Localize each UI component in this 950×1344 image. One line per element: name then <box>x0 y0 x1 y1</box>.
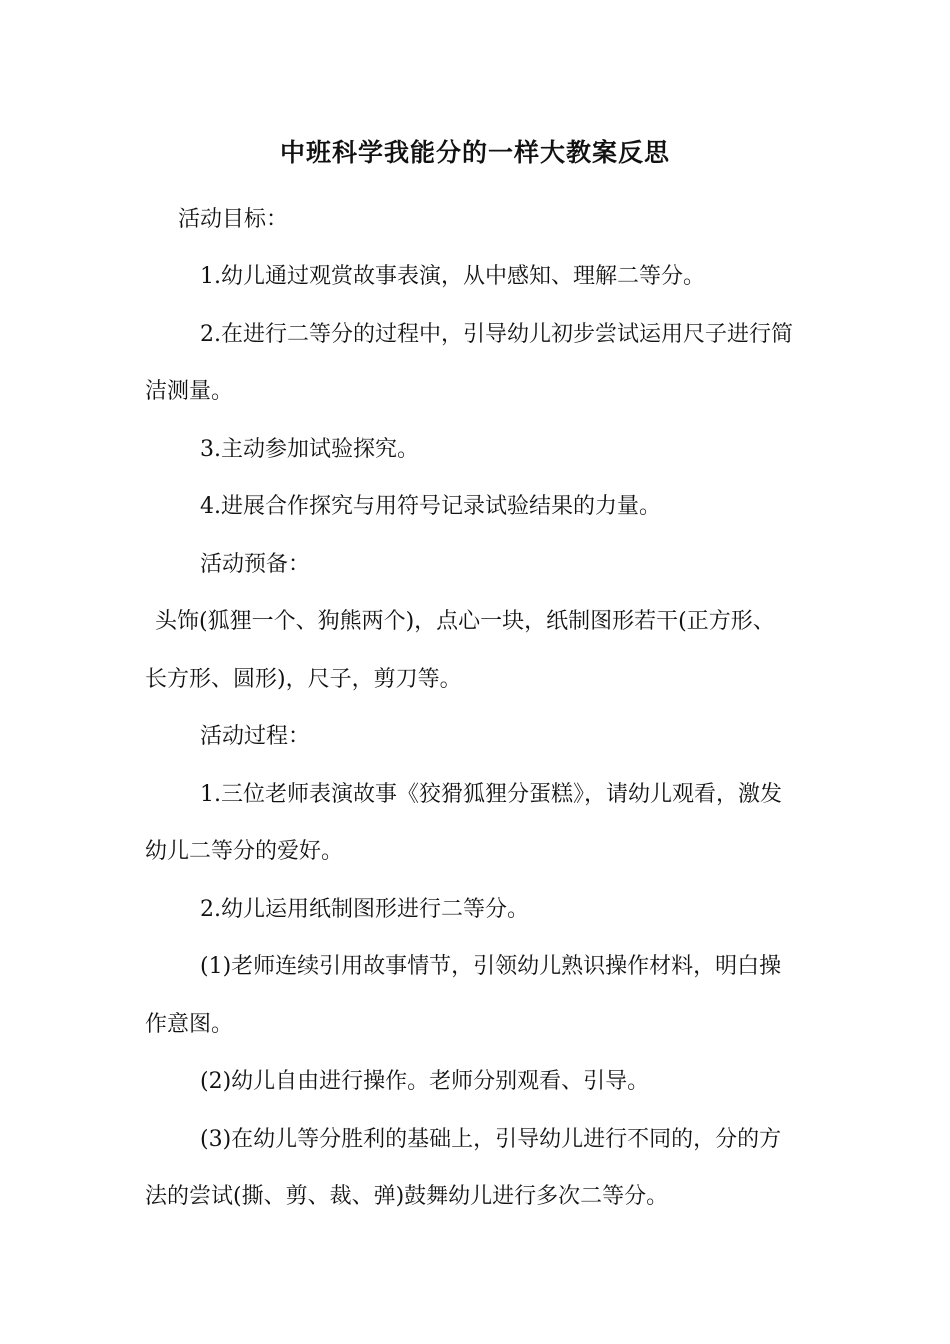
document-title: 中班科学我能分的一样大教案反思 <box>279 138 670 167</box>
section-heading-process: 活动过程： <box>200 724 311 749</box>
paragraph-line: (2)幼儿自由进行操作。老师分别观看、引导。 <box>200 1069 650 1094</box>
paragraph-line: 4.进展合作探究与用符号记录试验结果的力量。 <box>200 494 661 519</box>
paragraph-line: (3)在幼儿等分胜利的基础上，引导幼儿进行不同的，分的方 <box>200 1127 782 1152</box>
paragraph-line: 幼儿二等分的爱好。 <box>145 839 344 864</box>
paragraph-line: 洁测量。 <box>145 379 234 404</box>
paragraph-line: 2.幼儿运用纸制图形进行二等分。 <box>200 897 529 922</box>
paragraph-line: 3.主动参加试验探究。 <box>200 437 419 462</box>
section-heading-preparation: 活动预备： <box>200 552 311 577</box>
paragraph-line: 法的尝试(撕、剪、裁、弹)鼓舞幼儿进行多次二等分。 <box>145 1184 669 1209</box>
paragraph-line: 2.在进行二等分的过程中，引导幼儿初步尝试运用尺子进行简 <box>200 322 793 347</box>
paragraph-line: 1.三位老师表演故事《狡猾狐狸分蛋糕》，请幼儿观看，激发 <box>200 782 782 807</box>
paragraph-line: 头饰(狐狸一个、狗熊两个)，点心一块，纸制图形若干(正方形、 <box>155 609 775 634</box>
paragraph-line: 长方形、圆形)，尺子，剪刀等。 <box>145 667 462 692</box>
section-heading-goals: 活动目标： <box>178 207 289 232</box>
paragraph-line: (1)老师连续引用故事情节，引领幼儿熟识操作材料，明白操 <box>200 954 782 979</box>
paragraph-line: 1.幼儿通过观赏故事表演，从中感知、理解二等分。 <box>200 264 705 289</box>
paragraph-line: 作意图。 <box>145 1012 234 1037</box>
